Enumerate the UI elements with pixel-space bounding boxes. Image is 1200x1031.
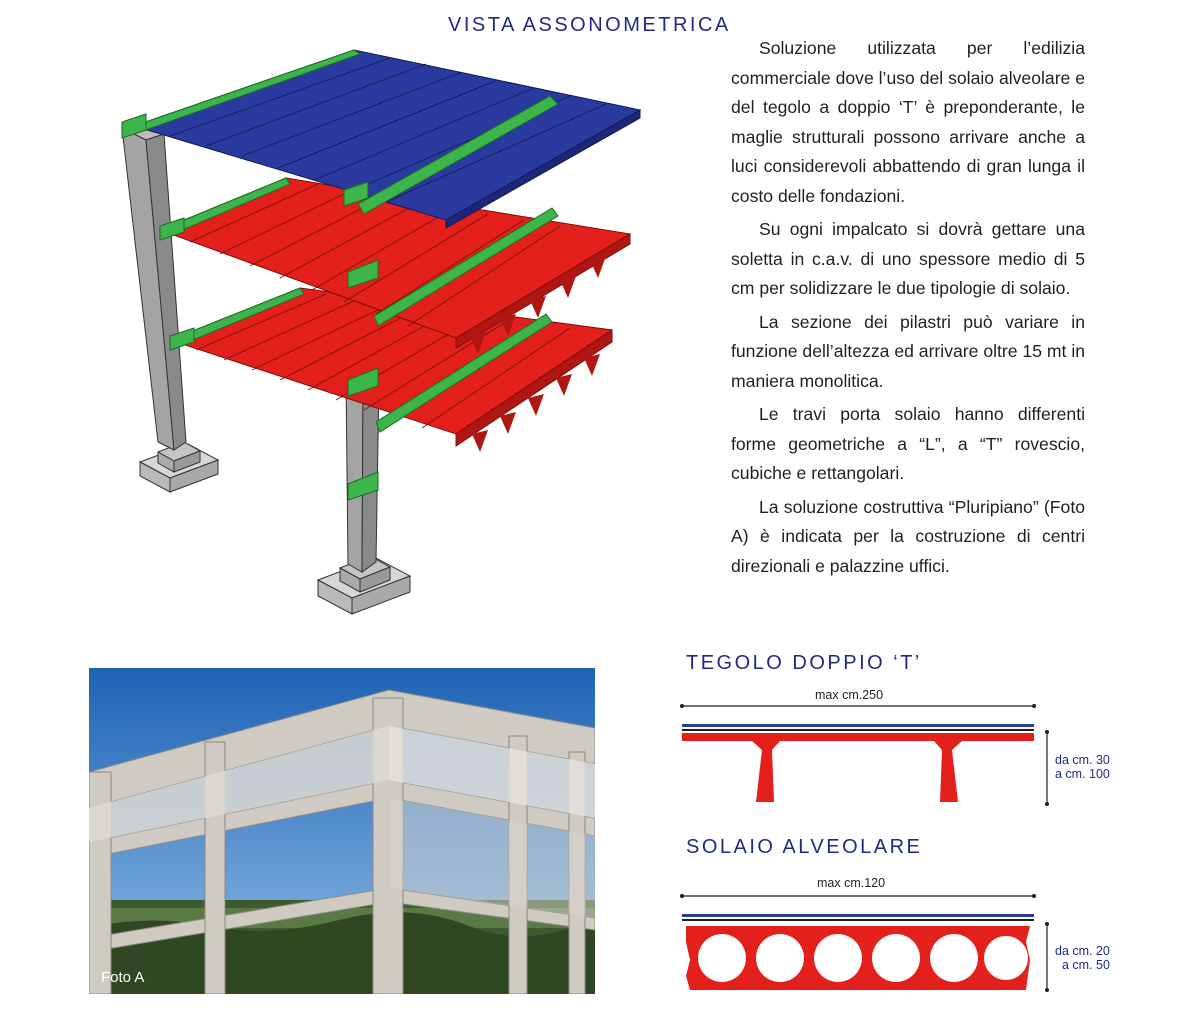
tegolo-topping-blue-line (682, 724, 1034, 727)
photo-caption: Foto A (101, 969, 145, 986)
column-back-left (122, 122, 186, 450)
title-tegolo-doppio-t: TEGOLO DOPPIO ‘T’ (686, 652, 922, 674)
title-solaio-alveolare: SOLAIO ALVEOLARE (686, 836, 923, 858)
photo-a-image (89, 668, 595, 994)
solaio-alveolare-section (676, 890, 1046, 1000)
photo-a (89, 668, 595, 994)
tegolo-height-dimension-line (1042, 730, 1052, 806)
paragraph-4: Le travi porta solaio hanno differenti forme geometriche a “L”, a “T” rovescio, cubiche e rettangolari. (731, 404, 1085, 483)
paragraph-2: Su ogni impalcato si dovrà gettare una soletta in c.a.v. di uno spessore medio di 5 cm per solidizzare le due tipologie di solaio. (731, 219, 1085, 298)
paragraph-1: Soluzione utilizzata per l’edilizia commerciale dove l’uso del solaio alveolare e del tegolo a doppio ‘T’ è preponderante, le maglie strutturali possono arrivare anche a luci considerevoli abbattendo di gran lunga il costo delle fondazioni. (731, 38, 1086, 206)
tegolo-width-label: max cm.250 (815, 688, 884, 702)
solaio-width-label: max cm.120 (817, 876, 886, 890)
solaio-height-dimension-line (1042, 922, 1052, 992)
paragraph-5: La soluzione costruttiva “Pluripiano” (Foto A) è indicata per la costruzione di centri direzionali e palazzine uffici. (731, 496, 1085, 576)
solaio-height-line-1: da cm. 20 (1055, 944, 1110, 958)
title-vista-assonometrica: VISTA ASSONOMETRICA (448, 14, 731, 36)
footing-back-left (140, 442, 218, 492)
tegolo-height-line-1: da cm. 30 (1055, 753, 1110, 767)
tegolo-height-label (1055, 753, 1110, 781)
paragraph-3: La sezione dei pilastri può variare in funzione dell’altezza ed arrivare oltre 15 mt in maniera monolitica. (731, 311, 1086, 391)
solaio-height-line-2: a cm. 50 (1061, 958, 1110, 972)
solaio-hollow-core-profile (686, 926, 1030, 990)
tegolo-doppio-t-section (676, 700, 1046, 810)
solaio-topping-blue-line (682, 914, 1034, 917)
description-text (731, 34, 1085, 585)
tegolo-height-line-2: a cm. 100 (1055, 767, 1110, 781)
tegolo-double-t-profile (682, 733, 1034, 802)
axonometric-structure-illustration (100, 44, 660, 624)
solaio-height-label (1055, 944, 1110, 972)
